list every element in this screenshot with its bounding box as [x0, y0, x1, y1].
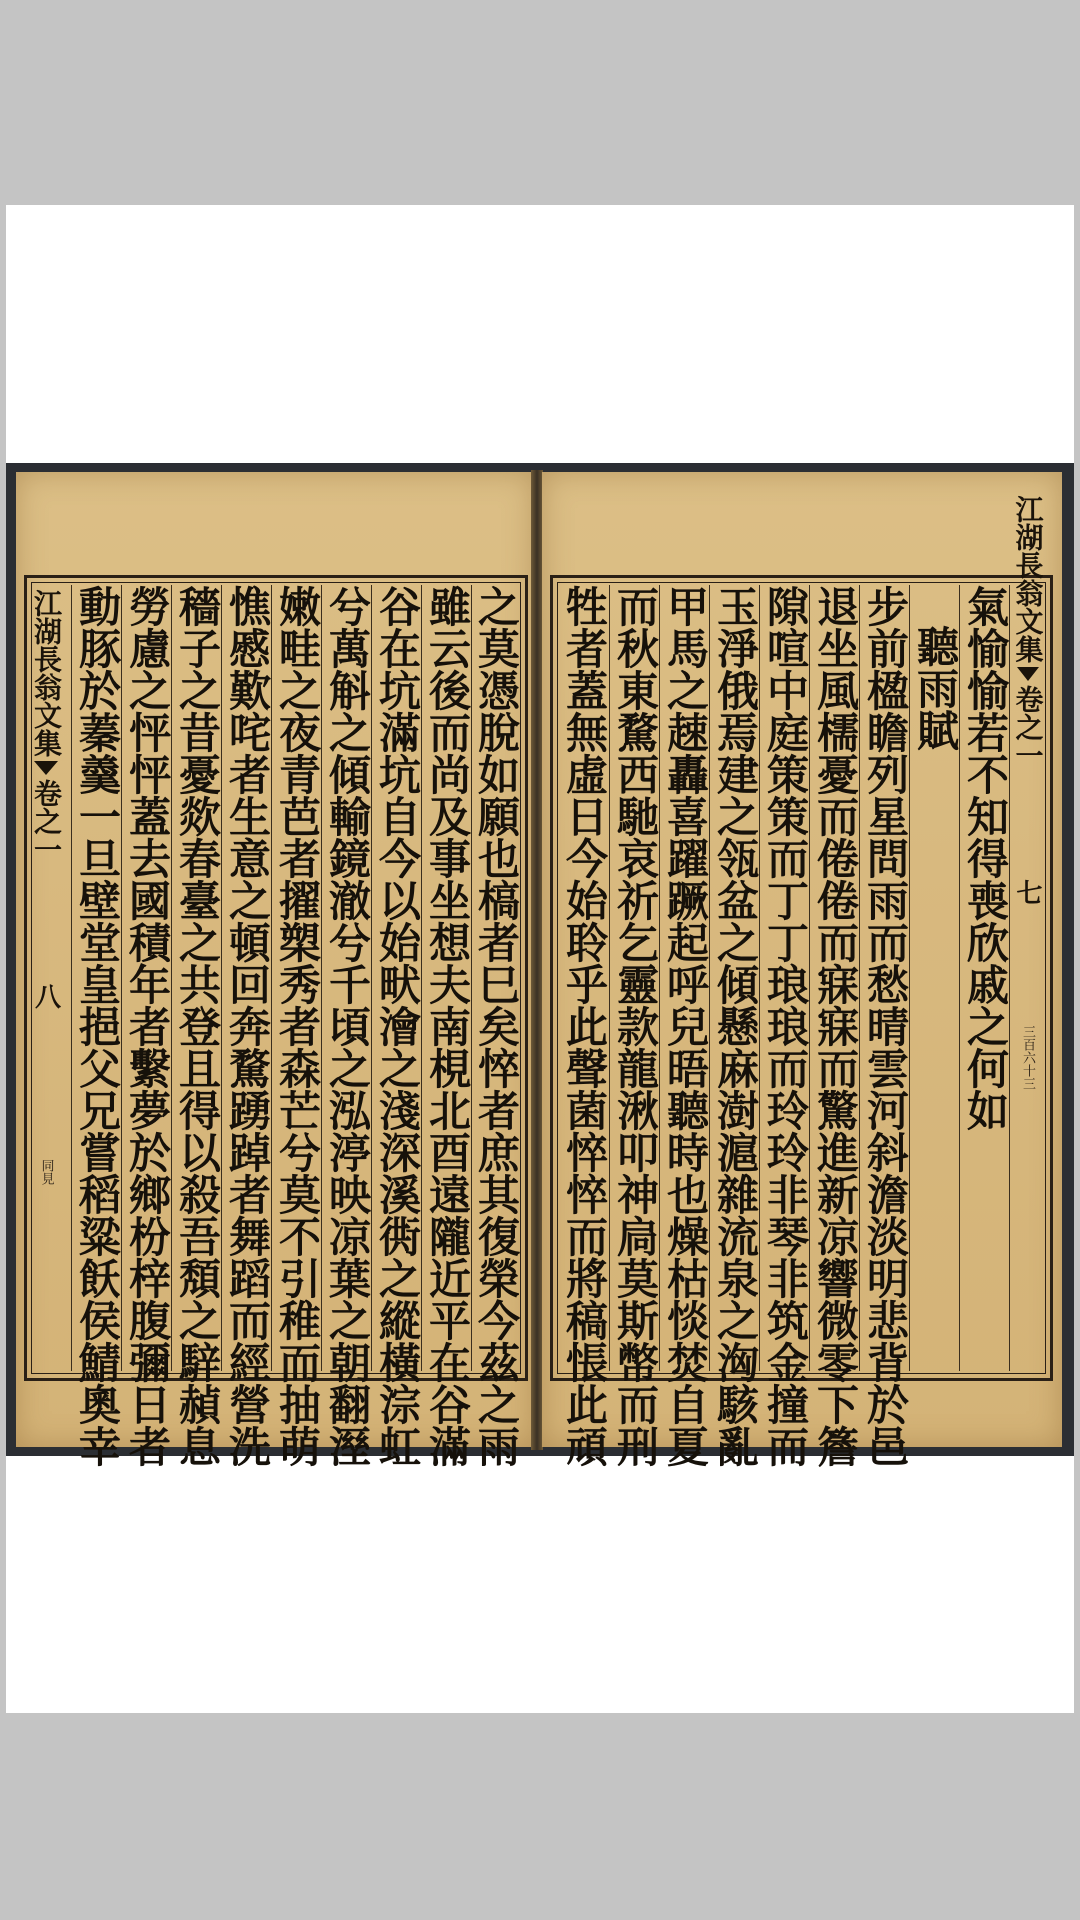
left-col-1: 之莫憑脫如願也槁者巳矣悴者庶其復榮今茲之雨 — [472, 585, 521, 1467]
left-col-2: 雖云後而尚及事坐想夫南梘北酉遠隴近平在谷滿 — [423, 585, 472, 1467]
right-col-7: 甲馬之趚轟喜躍蹶起呼兒晤聽時也燥枯惔焚自夏 — [661, 585, 710, 1467]
left-col-9: 動豚於蓁羹一旦壁堂皇挹父兄嘗稻粱飫侯鯖奧幸 — [73, 585, 122, 1467]
right-fold-title: 江湖長翁文集 — [1011, 495, 1045, 663]
right-corner-note: 三百六十三 — [1020, 1025, 1035, 1090]
fish-tail-mark — [34, 761, 58, 775]
right-col-4: 退坐風檽憂而倦倦而寐寐而驚進新凉響微零下簷 — [811, 585, 860, 1467]
right-page — [542, 472, 1062, 1467]
right-col-1: 氣愉愉若不知得喪欣戚之何如 — [959, 585, 1010, 1371]
right-fold-strip — [1009, 495, 1045, 1371]
right-col-8: 而秋東騖西馳哀祈乞靈款龍湫叩神扃莫斯幣而刑 — [611, 585, 660, 1467]
left-col-3: 谷在坑滿坑自今以始畎澮之淺深溪衖之縱橫淙虹 — [373, 585, 422, 1467]
left-page-frame — [24, 575, 528, 1467]
left-col-7: 穡子之昔憂欻春臺之共登且得以殺吾頽之騂赬息 — [173, 585, 222, 1467]
right-col-6: 玉淨俄焉建之瓴盆之傾懸麻澍滬雜流泉之洶駭亂 — [711, 585, 760, 1467]
left-page-number: 八 — [30, 983, 61, 1009]
fish-tail-mark — [1017, 667, 1039, 681]
left-col-8: 勞慮之怦怦蓋去國積年者繫夢於鄉枌梓腹彌日者 — [123, 585, 172, 1467]
right-page-number: 七 — [1012, 879, 1042, 905]
right-col-9: 牲者蓋無虛日今始聆乎此聲菌悴悴而將稿悵此頑 — [560, 585, 609, 1467]
left-col-4: 兮萬斛之傾輸鏡澈兮千頃之泓渟映凉葉之朝翻溼 — [323, 585, 372, 1467]
left-corner-note: 同見 — [38, 1159, 54, 1185]
left-fold-volume: 卷之一 — [30, 779, 63, 863]
right-page-frame — [550, 495, 1053, 1467]
right-col-3: 步前楹瞻列星問雨而愁晴雲河斜澹淡明悲背於邑 — [861, 585, 910, 1467]
left-fold-title: 江湖長翁文集 — [30, 589, 63, 757]
left-col-6: 憔慼歎咤者生意之頓回奔騖踴踔者舞蹈而經營洗 — [223, 585, 272, 1467]
right-fold-volume: 卷之一 — [1011, 685, 1045, 769]
left-fold-strip — [27, 585, 65, 1371]
right-col-2-heading: 聽雨賦 — [909, 585, 960, 1371]
right-col-5: 隙喧中庭策策而丁丁琅琅而玲玲非琴非筑金撞而 — [761, 585, 810, 1467]
left-page — [16, 472, 534, 1467]
left-col-5: 嫩畦之夜青芭者擢槊秀者森芒兮莫不引稚而抽萌 — [273, 585, 322, 1467]
